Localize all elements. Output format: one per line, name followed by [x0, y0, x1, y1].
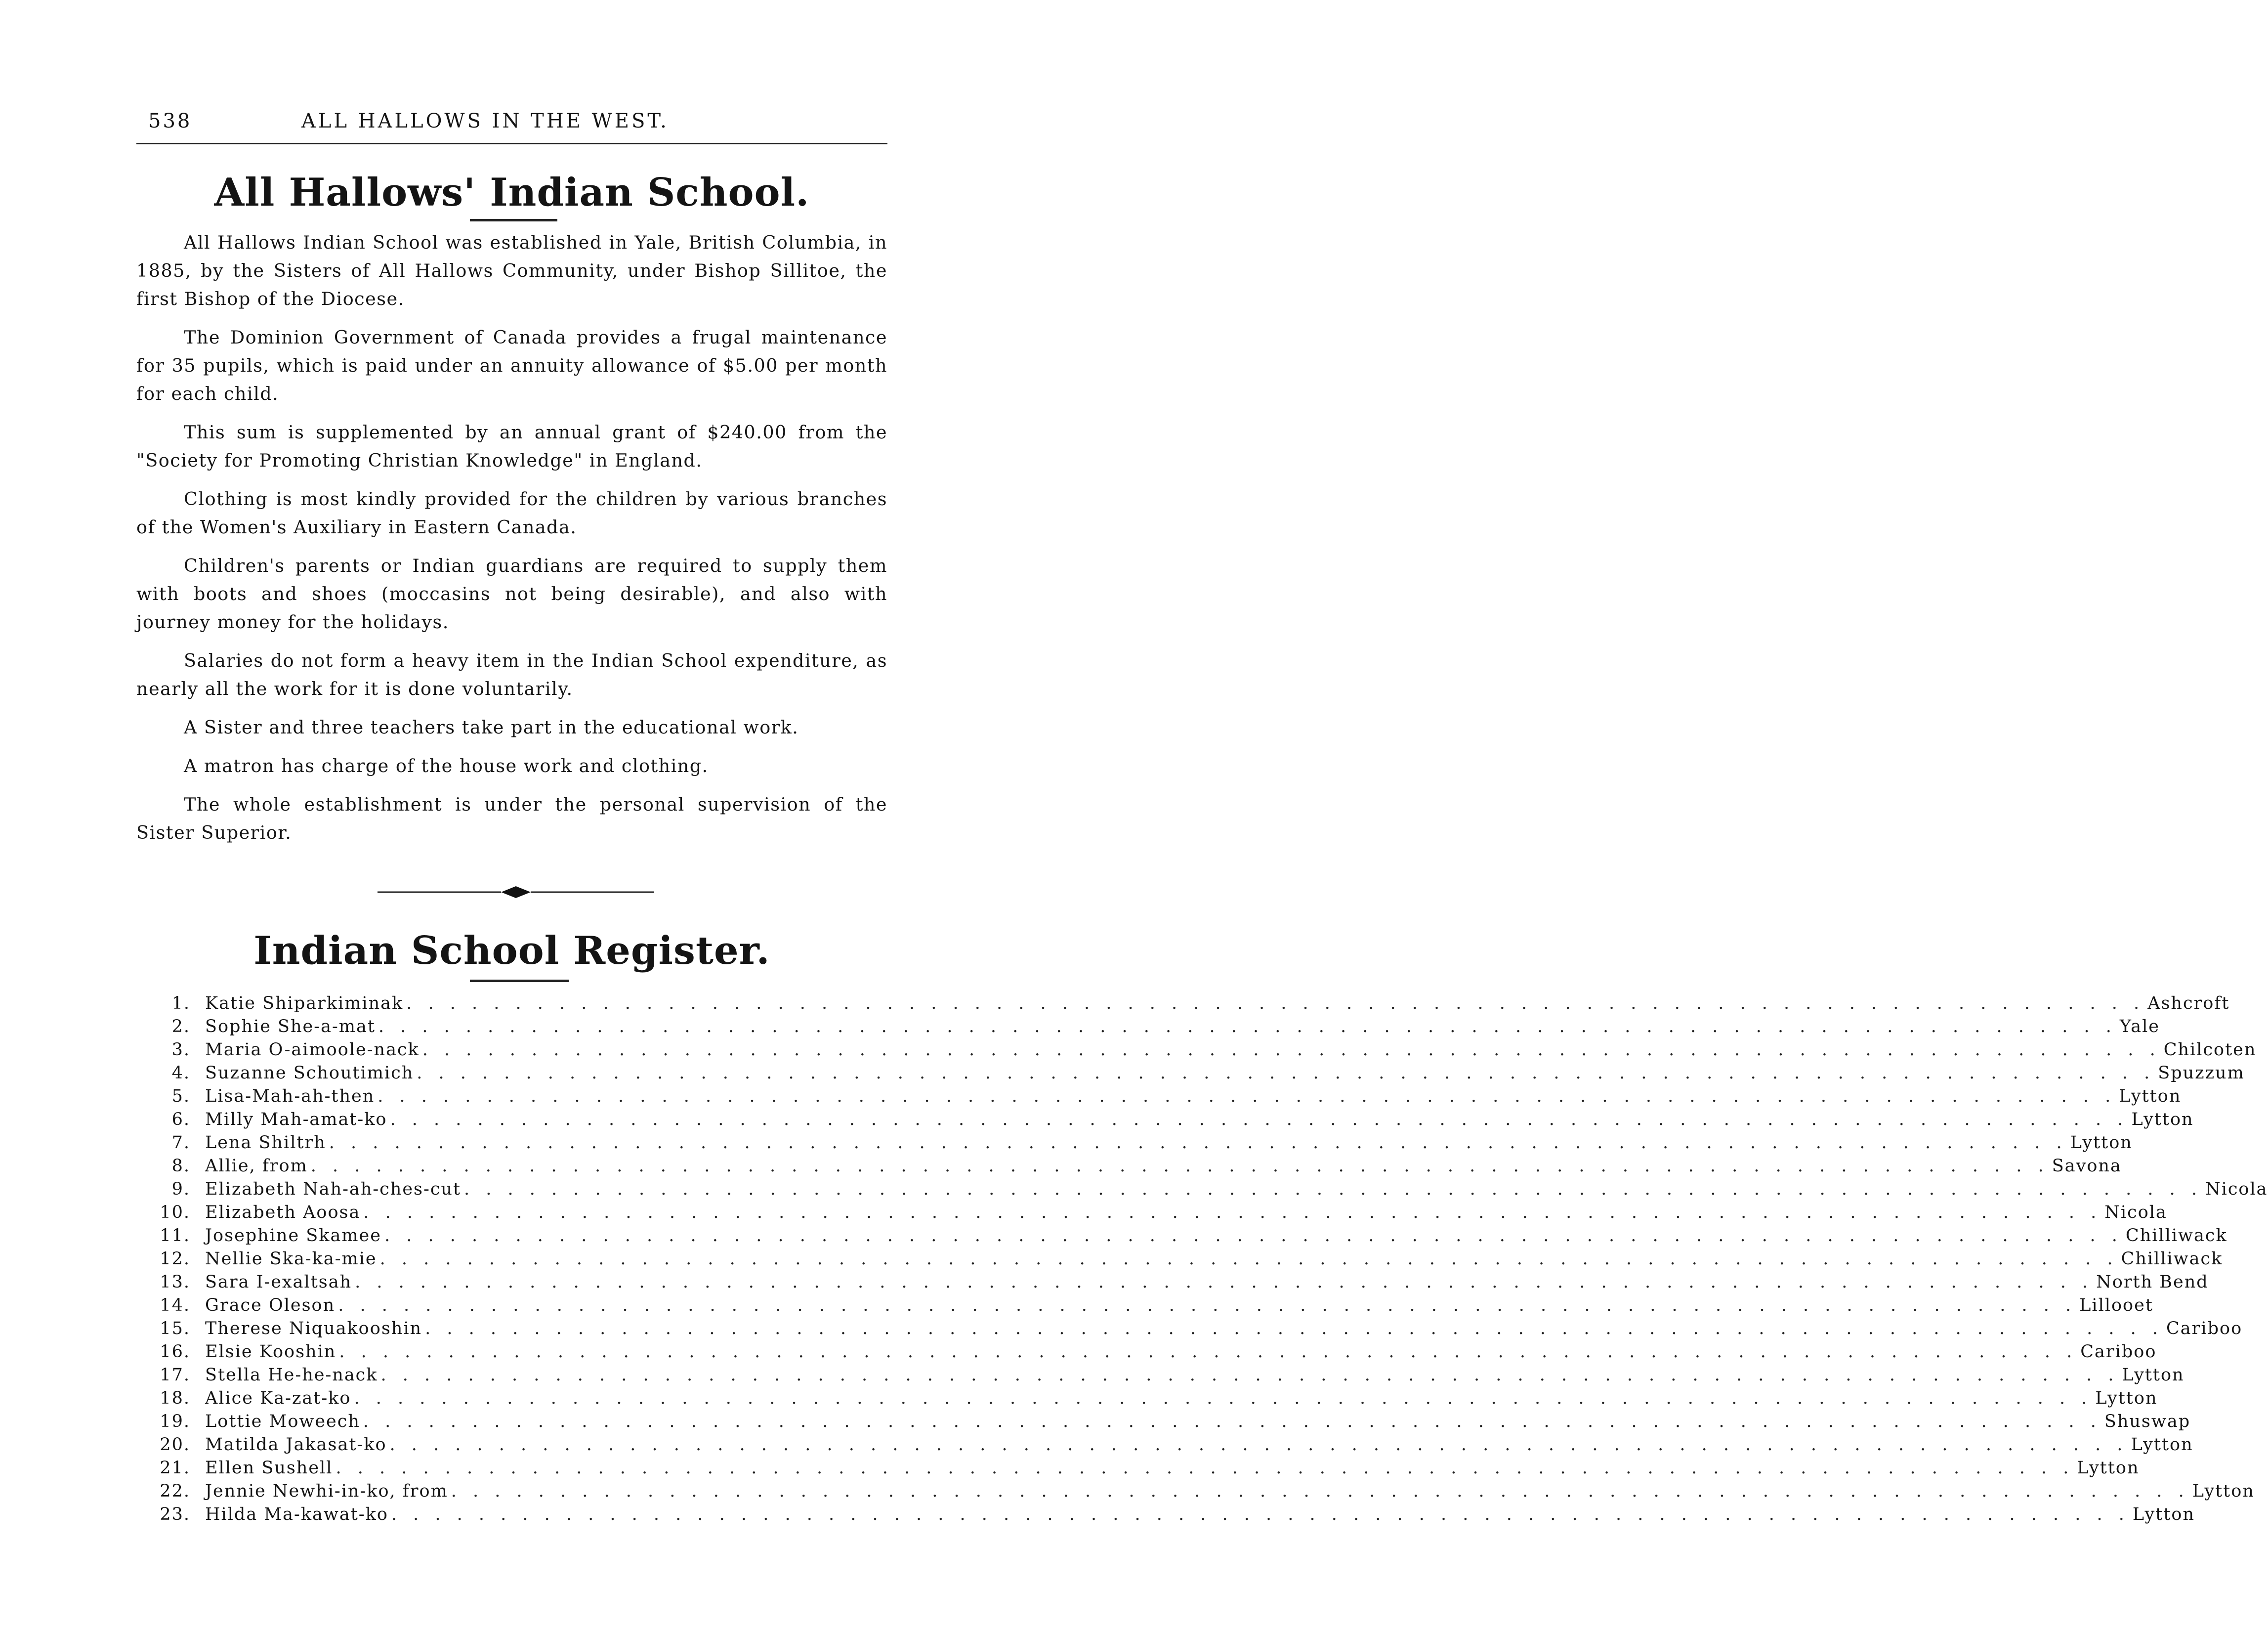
register-entry: [141, 1481, 2255, 1505]
register-entry: [141, 1319, 2243, 1342]
home-place: Spuzzum: [2158, 1063, 2245, 1083]
register-entry: [141, 1156, 2122, 1179]
dot-leader: . . . . . . . . . . . . . . . . . . . . . . . . . . . . . . . . . . . . . . . . . . . . . . . . . . . . . . . . . . . . . . . . . . . . . . . . . . . . . . . .: [417, 1063, 2155, 1083]
entry-number: 16.: [160, 1342, 190, 1362]
entry-number: 14.: [160, 1295, 190, 1315]
register-entry: [141, 1412, 2191, 1435]
entry-number: 1.: [171, 993, 190, 1013]
student-name: Grace Oleson: [205, 1295, 336, 1315]
dot-leader: . . . . . . . . . . . . . . . . . . . . . . . . . . . . . . . . . . . . . . . . . . . . . . . . . . . . . . . . . . . . . . . . . . . . . . . . . . . . . . . .: [380, 1365, 2119, 1385]
register-entry: [141, 1435, 2193, 1458]
header-rule: [136, 143, 887, 144]
student-name: Lisa-Mah-ah-then: [205, 1086, 375, 1106]
dot-leader: . . . . . . . . . . . . . . . . . . . . . . . . . . . . . . . . . . . . . . . . . . . . . . . . . . . . . . . . . . . . . . . . . . . . . . . . . . . . . . . .: [389, 1435, 2128, 1455]
home-place: Chilliwack: [2125, 1226, 2227, 1246]
dot-leader: . . . . . . . . . . . . . . . . . . . . . . . . . . . . . . . . . . . . . . . . . . . . . . . . . . . . . . . . . . . . . . . . . . . . . . . . . . . . . . . .: [451, 1481, 2189, 1501]
home-place: Savona: [2052, 1156, 2122, 1176]
student-name: Elizabeth Aoosa: [205, 1203, 361, 1222]
student-name: Therese Niquakooshin: [205, 1319, 422, 1338]
register-entry: [141, 1342, 2157, 1365]
entry-number: 8.: [171, 1156, 190, 1176]
home-place: Lytton: [2131, 1435, 2193, 1455]
entry-number: 19.: [160, 1412, 190, 1431]
dot-leader: . . . . . . . . . . . . . . . . . . . . . . . . . . . . . . . . . . . . . . . . . . . . . . . . . . . . . . . . . . . . . . . . . . . . . . . . . . . . . . . .: [378, 1086, 2116, 1106]
entry-number: 2.: [171, 1017, 190, 1036]
home-place: Lytton: [2131, 1110, 2194, 1129]
student-name: Stella He-he-nack: [205, 1365, 378, 1385]
register-title-underline: [470, 980, 569, 982]
home-place: Lytton: [2192, 1481, 2255, 1501]
register-entry: [141, 1203, 2167, 1226]
register-entry: [141, 1458, 2140, 1481]
home-place: Nicola: [2205, 1179, 2268, 1199]
home-place: Lytton: [2122, 1365, 2184, 1385]
student-name: Lena Shiltrh: [205, 1133, 326, 1153]
register-entry: [141, 1086, 2182, 1110]
home-place: Nicola: [2104, 1203, 2167, 1222]
running-head: [148, 110, 887, 144]
entry-number: 10.: [160, 1203, 190, 1222]
article-paragraph: A matron has charge of the house work and clothing.: [184, 755, 709, 776]
entry-number: 9.: [171, 1179, 190, 1199]
entry-number: 6.: [171, 1110, 190, 1129]
dot-leader: . . . . . . . . . . . . . . . . . . . . . . . . . . . . . . . . . . . . . . . . . . . . . . . . . . . . . . . . . . . . . . . . . . . . . . . . . . . . . . . .: [422, 1040, 2161, 1060]
section-divider-ornament: [378, 885, 654, 900]
student-name: Ellen Sushell: [205, 1458, 333, 1478]
register-entry: [141, 1017, 2160, 1040]
register-entry: [141, 1388, 2158, 1412]
register-entry: [141, 1040, 2257, 1063]
dot-leader: . . . . . . . . . . . . . . . . . . . . . . . . . . . . . . . . . . . . . . . . . . . . . . . . . . . . . . . . . . . . . . . . . . . . . . . . . . . . . . . .: [338, 1295, 2077, 1315]
entry-number: 4.: [171, 1063, 190, 1083]
student-name: Lottie Moweech: [205, 1412, 360, 1431]
student-name: Hilda Ma-kawat-ko: [205, 1505, 388, 1524]
dot-leader: . . . . . . . . . . . . . . . . . . . . . . . . . . . . . . . . . . . . . . . . . . . . . . . . . . . . . . . . . . . . . . . . . . . . . . . . . . . . . . . .: [384, 1226, 2123, 1246]
register-entry: [141, 1179, 2268, 1203]
register-entry: [141, 993, 2230, 1017]
student-name: Nellie Ska-ka-mie: [205, 1249, 377, 1269]
register-list: [141, 993, 2268, 1528]
entry-number: 21.: [160, 1458, 190, 1478]
register-entry: [141, 1110, 2194, 1133]
dot-leader: . . . . . . . . . . . . . . . . . . . . . . . . . . . . . . . . . . . . . . . . . . . . . . . . . . . . . . . . . . . . . . . . . . . . . . . . . . . . . . . .: [355, 1272, 2094, 1292]
home-place: Lytton: [2070, 1133, 2133, 1153]
entry-number: 20.: [160, 1435, 190, 1455]
register-title: Indian School Register.: [253, 928, 770, 973]
home-place: Shuswap: [2104, 1412, 2191, 1431]
title-underline: [470, 219, 557, 221]
student-name: Matilda Jakasat-ko: [205, 1435, 387, 1455]
student-name: Milly Mah-amat-ko: [205, 1110, 387, 1129]
student-name: Josephine Skamee: [205, 1226, 381, 1246]
dot-leader: . . . . . . . . . . . . . . . . . . . . . . . . . . . . . . . . . . . . . . . . . . . . . . . . . . . . . . . . . . . . . . . . . . . . . . . . . . . . . . . .: [378, 1017, 2117, 1036]
dot-leader: . . . . . . . . . . . . . . . . . . . . . . . . . . . . . . . . . . . . . . . . . . . . . . . . . . . . . . . . . . . . . . . . . . . . . . . . . . . . . . . .: [363, 1203, 2102, 1222]
home-place: Yale: [2119, 1017, 2160, 1036]
home-place: Lytton: [2077, 1458, 2140, 1478]
entry-number: 15.: [160, 1319, 190, 1338]
article-title: All Hallows' Indian School.: [214, 170, 810, 215]
student-name: Jennie Newhi-in-ko, from: [205, 1481, 448, 1501]
entry-number: 22.: [160, 1481, 190, 1501]
article-paragraph: A Sister and three teachers take part in the educational work.: [184, 717, 799, 738]
dot-leader: . . . . . . . . . . . . . . . . . . . . . . . . . . . . . . . . . . . . . . . . . . . . . . . . . . . . . . . . . . . . . . . . . . . . . . . . . . . . . . . .: [406, 993, 2145, 1013]
register-entry: [141, 1063, 2245, 1086]
entry-number: 18.: [160, 1388, 190, 1408]
home-place: Chilcoten: [2163, 1040, 2257, 1060]
student-name: Katie Shiparkiminak: [205, 993, 404, 1013]
home-place: North Bend: [2096, 1272, 2209, 1292]
entry-number: 11.: [160, 1226, 190, 1246]
student-name: Sara I-exaltsah: [205, 1272, 352, 1292]
article-paragraph: Clothing is most kindly provided for the children by various branches of the Women's Auxiliary in Eastern Canada.: [136, 488, 887, 538]
entry-number: 23.: [160, 1505, 190, 1524]
entry-number: 12.: [160, 1249, 190, 1269]
dot-leader: . . . . . . . . . . . . . . . . . . . . . . . . . . . . . . . . . . . . . . . . . . . . . . . . . . . . . . . . . . . . . . . . . . . . . . . . . . . . . . . .: [310, 1156, 2049, 1176]
register-entry: [141, 1133, 2133, 1156]
entry-number: 3.: [171, 1040, 190, 1060]
home-place: Ashcroft: [2147, 993, 2230, 1013]
student-name: Allie, from: [205, 1156, 308, 1176]
register-entry: [141, 1272, 2209, 1295]
dot-leader: . . . . . . . . . . . . . . . . . . . . . . . . . . . . . . . . . . . . . . . . . . . . . . . . . . . . . . . . . . . . . . . . . . . . . . . . . . . . . . . .: [354, 1388, 2093, 1408]
student-name: Alice Ka-zat-ko: [205, 1388, 351, 1408]
home-place: Cariboo: [2080, 1342, 2157, 1362]
article-paragraph: The Dominion Government of Canada provides a frugal maintenance for 35 pupils, which is paid under an annuity allowance of $5.00 per month for each child.: [136, 327, 887, 404]
dot-leader: . . . . . . . . . . . . . . . . . . . . . . . . . . . . . . . . . . . . . . . . . . . . . . . . . . . . . . . . . . . . . . . . . . . . . . . . . . . . . . . .: [464, 1179, 2202, 1199]
home-place: Lytton: [2119, 1086, 2182, 1106]
article-paragraph: This sum is supplemented by an annual grant of $240.00 from the "Society for Promoting Christian Knowledge" in England.: [136, 422, 887, 471]
article-body: [136, 228, 887, 857]
dot-leader: . . . . . . . . . . . . . . . . . . . . . . . . . . . . . . . . . . . . . . . . . . . . . . . . . . . . . . . . . . . . . . . . . . . . . . . . . . . . . . . .: [363, 1412, 2101, 1431]
article-paragraph: Children's parents or Indian guardians are required to supply them with boots and shoes (moccasins not being desirable), and also with journey money for the holidays.: [136, 555, 887, 633]
page-number: 538: [148, 110, 192, 132]
register-entry: [141, 1365, 2184, 1388]
article-paragraph: All Hallows Indian School was established in Yale, British Columbia, in 1885, by the Sisters of All Hallows Community, under Bishop Sillitoe, the first Bishop of the Diocese.: [136, 232, 887, 309]
dot-leader: . . . . . . . . . . . . . . . . . . . . . . . . . . . . . . . . . . . . . . . . . . . . . . . . . . . . . . . . . . . . . . . . . . . . . . . . . . . . . . . .: [336, 1458, 2074, 1478]
entry-number: 13.: [160, 1272, 190, 1292]
home-place: Lytton: [2095, 1388, 2158, 1408]
student-name: Elizabeth Nah-ah-ches-cut: [205, 1179, 462, 1199]
dot-leader: . . . . . . . . . . . . . . . . . . . . . . . . . . . . . . . . . . . . . . . . . . . . . . . . . . . . . . . . . . . . . . . . . . . . . . . . . . . . . . . .: [329, 1133, 2067, 1153]
dot-leader: . . . . . . . . . . . . . . . . . . . . . . . . . . . . . . . . . . . . . . . . . . . . . . . . . . . . . . . . . . . . . . . . . . . . . . . . . . . . . . . .: [339, 1342, 2078, 1362]
entry-number: 7.: [171, 1133, 190, 1153]
dot-leader: . . . . . . . . . . . . . . . . . . . . . . . . . . . . . . . . . . . . . . . . . . . . . . . . . . . . . . . . . . . . . . . . . . . . . . . . . . . . . . . .: [390, 1110, 2129, 1129]
register-entry: [141, 1295, 2153, 1319]
register-entry: [141, 1226, 2227, 1249]
running-title: ALL HALLOWS IN THE WEST.: [301, 110, 669, 132]
dot-leader: . . . . . . . . . . . . . . . . . . . . . . . . . . . . . . . . . . . . . . . . . . . . . . . . . . . . . . . . . . . . . . . . . . . . . . . . . . . . . . . .: [391, 1505, 2130, 1524]
home-place: Cariboo: [2166, 1319, 2243, 1338]
home-place: Chilliwack: [2121, 1249, 2223, 1269]
dot-leader: . . . . . . . . . . . . . . . . . . . . . . . . . . . . . . . . . . . . . . . . . . . . . . . . . . . . . . . . . . . . . . . . . . . . . . . . . . . . . . . .: [425, 1319, 2164, 1338]
entry-number: 17.: [160, 1365, 190, 1385]
student-name: Suzanne Schoutimich: [205, 1063, 414, 1083]
student-name: Elsie Kooshin: [205, 1342, 336, 1362]
article-paragraph: The whole establishment is under the personal supervision of the Sister Superior.: [136, 794, 887, 843]
register-entry: [141, 1249, 2223, 1272]
dot-leader: . . . . . . . . . . . . . . . . . . . . . . . . . . . . . . . . . . . . . . . . . . . . . . . . . . . . . . . . . . . . . . . . . . . . . . . . . . . . . . . .: [379, 1249, 2118, 1269]
article-paragraph: Salaries do not form a heavy item in the Indian School expenditure, as nearly all the work for it is done voluntarily.: [136, 650, 887, 699]
home-place: Lillooet: [2079, 1295, 2153, 1315]
entry-number: 5.: [171, 1086, 190, 1106]
student-name: Sophie She-a-mat: [205, 1017, 376, 1036]
home-place: Lytton: [2132, 1505, 2195, 1524]
student-name: Maria O-aimoole-nack: [205, 1040, 420, 1060]
register-entry: [141, 1505, 2195, 1528]
